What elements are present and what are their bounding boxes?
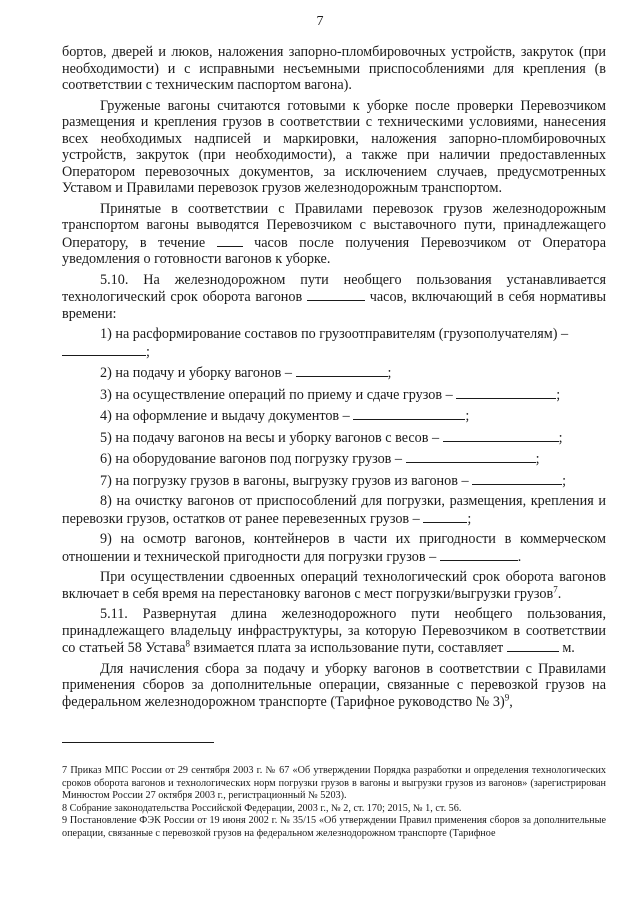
list-item-3: 3) на осуществление операций по приему и сдаче грузов – ; bbox=[100, 386, 561, 403]
document-body bbox=[62, 44, 606, 710]
fill-blank-hours[interactable] bbox=[217, 234, 243, 247]
paragraph-5-11 bbox=[62, 606, 606, 657]
paragraph-loaded-wagons bbox=[62, 98, 606, 197]
paragraph-text: Принятые в соответствии с Правилами перевозок грузов железнодорожным транспортом вагоны выводятся Перевозчиком с выставочного пути, принадлежащего Оператору, в течение bbox=[62, 200, 606, 251]
paragraph-text: часов, включающий в себя нормативы времени: bbox=[62, 289, 607, 322]
fill-blank-item-3[interactable] bbox=[456, 386, 556, 399]
footnote-7: 7 Приказ МПС России от 29 сентября 2003 г. № 67 «Об утверждении Порядка разработки и определения технологических сроков оборота вагонов и технологических норм погрузки грузов в вагоны и выгрузки грузов из вагонов» (зарегистрирован Минюстом России 27 октября 2003 г., регистрационный № 5203). bbox=[62, 765, 606, 802]
paragraph-fee-calculation bbox=[62, 661, 606, 711]
fill-blank-item-2[interactable] bbox=[296, 364, 388, 377]
footnote-9: 9 Постановление ФЭК России от 19 июня 2002 г. № 35/15 «Об утверждении Правил применения сборов за дополнительные операции, связанные с перевозкой грузов на федеральном железнодорожном транспорте (Тарифное bbox=[62, 815, 606, 839]
list-item-text: 2) на подачу и уборку вагонов – bbox=[100, 365, 292, 381]
list-item-6: 6) на оборудование вагонов под погрузку грузов – ; bbox=[100, 451, 540, 467]
paragraph-text: часов после получения Перевозчиком от Оператора уведомления о готовности вагонов к уборке. bbox=[62, 234, 607, 267]
paragraph-continuation: бортов, дверей и люков, наложения запорно-пломбировочных устройств, закруток (при необходимости) и с исправными несъемными приспособлениями для крепления (в соответствии с техническим паспортом вагона). bbox=[62, 44, 606, 93]
fill-blank-item-4[interactable] bbox=[353, 407, 465, 420]
list-item-7: 7) на погрузку грузов в вагоны, выгрузку грузов из вагонов – ; bbox=[100, 472, 567, 489]
paragraph-text: взимается плата за использование пути, составляет bbox=[193, 640, 504, 656]
list-item-text: 1) на расформирование составов по грузоотправителям (грузополучателям) – bbox=[100, 326, 569, 342]
fill-blank-item-8[interactable] bbox=[423, 510, 467, 523]
footnote-ref-8[interactable]: 8 bbox=[185, 638, 190, 649]
list-item-text: 3) на осуществление операций по приему и сдаче грузов – bbox=[100, 386, 453, 403]
list-item-text: 9) на осмотр вагонов, контейнеров в части их пригодности в коммерческом отношении и технической пригодности для погрузки грузов – bbox=[62, 531, 606, 565]
list-item-4: 4) на оформление и выдачу документов – ; bbox=[100, 408, 470, 424]
list-item-text: 4) на оформление и выдачу документов – bbox=[100, 408, 350, 424]
list-item-1: 1) на расформирование составов по грузоотправителям (грузополучателям) – ; bbox=[62, 326, 606, 360]
list-item-text: 5) на подачу вагонов на весы и уборку вагонов с весов – bbox=[100, 429, 440, 446]
fill-blank-track-length[interactable] bbox=[507, 639, 559, 652]
paragraph-5-10 bbox=[62, 272, 606, 323]
punctuation: , bbox=[509, 693, 513, 710]
page-number: 7 bbox=[316, 14, 324, 29]
list-item-text: 7) на погрузку грузов в вагоны, выгрузку грузов из вагонов – bbox=[100, 472, 469, 489]
list-item-5: 5) на подачу вагонов на весы и уборку вагонов с весов – ; bbox=[100, 429, 563, 446]
footnote-8: 8 Собрание законодательства Российской Федерации, 2003 г., № 2, ст. 170; 2015, № 1, ст. 56. bbox=[62, 802, 462, 814]
paragraph-text: При осуществлении сдвоенных операций технологический срок оборота вагонов включает в себя время на перестановку вагонов с мест погрузки/выгрузки грузов bbox=[62, 569, 606, 602]
footnotes bbox=[62, 765, 606, 841]
paragraph-accepted-wagons bbox=[62, 201, 606, 268]
list-item-8: 8) на очистку вагонов от приспособлений для погрузки, размещения, крепления и перевозки грузов, остатков от ранее перевезенных грузов – ; bbox=[62, 493, 606, 527]
paragraph-text: 5.10. На железнодорожном пути необщего пользования устанавливается технологический срок оборота вагонов bbox=[62, 271, 606, 305]
footnote-ref-9[interactable]: 9 bbox=[504, 691, 510, 702]
paragraph-text: Груженые вагоны считаются готовыми к уборке после проверки Перевозчиком размещения и крепления грузов в соответствии с техническими условиями, нанесения всех необходимых надписей и маркировки, наложения запорно-пломбировочных устройств, закруток (при необходимости), а также при наличии предоставленных Оператором перевозочных документов, за исключением случаев, предусмотренных Уставом и Правилами перевозок грузов железнодорожным транспортом. bbox=[62, 97, 606, 196]
footnote-ref-7[interactable]: 7 bbox=[553, 583, 558, 594]
list-item-2: 2) на подачу и уборку вагонов – ; bbox=[100, 365, 392, 381]
list-item-9: 9) на осмотр вагонов, контейнеров в части их пригодности в коммерческом отношении и технической пригодности для погрузки грузов – . bbox=[62, 531, 606, 565]
paragraph-double-operations: При осуществлении сдвоенных операций технологический срок оборота вагонов включает в себя время на перестановку вагонов с мест погрузки/выгрузки грузов$^7$. bbox=[62, 569, 606, 602]
fill-blank-item-6[interactable] bbox=[406, 450, 536, 463]
fill-blank-item-1[interactable] bbox=[62, 343, 146, 356]
paragraph-text: Для начисления сбора за подачу и уборку вагонов в соответствии с Правилами применения сборов за дополнительные операции, связанные с перевозкой грузов на федеральном железнодорожном транспорте (Тарифное руководство № 3) bbox=[62, 660, 606, 710]
fill-blank-item-7[interactable] bbox=[472, 472, 562, 485]
list-item-text: 6) на оборудование вагонов под погрузку грузов – bbox=[100, 451, 403, 467]
list-item-text: 8) на очистку вагонов от приспособлений для погрузки, размещения, крепления и перевозки грузов, остатков от ранее перевезенных грузов – bbox=[62, 493, 606, 527]
fill-blank-item-5[interactable] bbox=[443, 429, 559, 442]
fill-blank-turnover-hours[interactable] bbox=[307, 288, 365, 301]
footnote-separator bbox=[62, 742, 214, 743]
unit-label: м. bbox=[562, 640, 575, 656]
fill-blank-item-9[interactable] bbox=[440, 548, 518, 561]
paragraph-text: 5.11. Развернутая длина железнодорожного пути необщего пользования, принадлежащего владельцу инфраструктуры, за которую Перевозчиком в соответствии со статьей 58 Устава bbox=[62, 606, 606, 656]
